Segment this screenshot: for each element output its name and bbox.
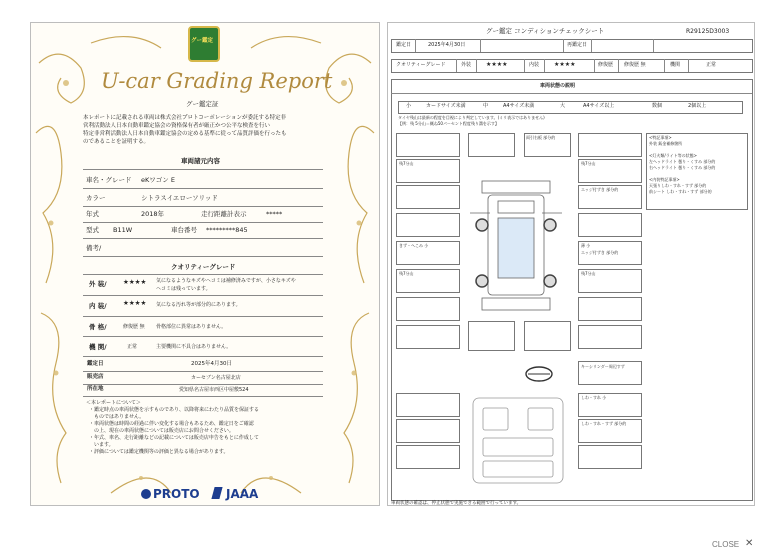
- int-stars: ★★★★: [554, 61, 576, 68]
- label-side-right-1: 薄 小: [581, 243, 591, 248]
- tire-note-1: タイヤ残山は最新の程度を目視により判定しています。(ミリ表示ではありません): [398, 115, 545, 120]
- sheet-footer: 車両状態の確認は、停止状態で実施できる範囲で行っています。: [391, 501, 522, 506]
- year-label: 年式: [86, 210, 99, 218]
- section-quality-title: クオリティーグレード: [171, 263, 236, 271]
- report-subtitle: グー鑑定証: [186, 100, 219, 108]
- dealer-label: 販売店: [87, 374, 104, 380]
- date-value: 2025年4月30日: [191, 361, 232, 367]
- grade-engine-label: 機 関/: [89, 343, 107, 351]
- size-many: 数個: [652, 103, 663, 109]
- close-icon: ✕: [745, 538, 754, 549]
- note-label: 備考/: [86, 244, 102, 252]
- note-line-3: ・車両状態は時間の経過に伴い変化する場合もあるため、鑑定日をご確認: [89, 421, 254, 427]
- label-rl-tire: 残7分山: [399, 271, 414, 276]
- label-seat-1: しわ・すれ 小: [581, 395, 607, 400]
- grade-ext-text2: ヘコミは残っています。: [156, 286, 211, 292]
- close-label: CLOSE: [712, 540, 740, 549]
- color-value: シトラスイエローソリッド: [141, 194, 218, 202]
- repair-value: 修復歴 無: [624, 62, 646, 68]
- repair-label: 修復歴: [598, 62, 614, 68]
- grade-int-text1: 気になる汚れ等が部分的にあります。: [156, 302, 241, 308]
- chassis-value: *********845: [206, 226, 248, 234]
- dealer-value: カーセブン名古屋北店: [191, 375, 241, 381]
- year-value: 2018年: [141, 210, 165, 218]
- special-line-10: 前シート しわ・すれ・すず 部分的: [649, 189, 712, 194]
- special-line-9: 天張りしわ・すれ・すず 部分的: [649, 183, 707, 188]
- note-line-5: ・年式、車名、走行距離などの記載については販売店申告をもとに作成して: [89, 435, 259, 441]
- intro-line-1: 本レポートに記載される車両は株式会社プロトコーポレーションが委託する特定非: [83, 115, 287, 121]
- proto-logo-icon: [141, 489, 151, 499]
- label-edge-1: エッジ付ずき 部分的: [581, 187, 619, 192]
- size-large: 大: [560, 103, 566, 109]
- model-label: 型式: [86, 226, 99, 234]
- special-line-4: <灯火類/ライト等の状態>: [649, 153, 697, 158]
- grading-report-sheet: [30, 22, 380, 506]
- date-label: 鑑定日: [87, 361, 104, 367]
- grade-engine-text1: 主要機関に不具合はありません。: [156, 344, 232, 350]
- car-interior-diagram: [468, 393, 568, 488]
- label-side-right-2: エッジ付ずき 部分的: [581, 250, 619, 255]
- proto-logo: PROTO: [153, 487, 200, 501]
- size-mid-desc: A4サイズ未満: [503, 103, 535, 109]
- label-front-right: 両引右板 部分的: [526, 135, 556, 140]
- grade-int-label: 内 装/: [89, 302, 107, 310]
- ext-stars: ★★★★: [486, 61, 508, 68]
- grade-ext-label: 外 装/: [89, 280, 107, 288]
- report-title: U-car Grading Report: [101, 69, 333, 93]
- sheet-code: R29125D3003: [686, 28, 730, 35]
- intro-line-3: 特定非営利活動法人日本自動車鑑定協会の定める基準に従って品質評価を行ったも: [83, 131, 287, 137]
- engine-value: 正常: [706, 62, 717, 68]
- badge-text: グー鑑定: [191, 38, 214, 44]
- tire-note-2: 【例：残 5分山＝概ね50パーセント程度残り溝を示す】: [398, 121, 499, 126]
- special-line-6: 右ヘッドライト 曇り・くすみ 部分的: [649, 165, 716, 170]
- grade-engine-value: 正常: [127, 344, 138, 350]
- label-seat-2: しわ・すれ・すず 部分的: [581, 421, 627, 426]
- label-fl-tire: 残7分山: [399, 161, 414, 166]
- note-line-1: ・鑑定時点の車両状態を示すものであり、以降将来にわたり品質を保証する: [89, 407, 260, 413]
- sheet-reinspect-label: 再鑑定日: [567, 42, 588, 48]
- condition-check-sheet: [387, 22, 755, 506]
- label-fr-tire: 残7分山: [581, 161, 596, 166]
- jaaa-logo: JAAA: [226, 487, 259, 501]
- engine-label: 機関: [670, 62, 681, 68]
- special-line-5: 左ヘッドライト 曇り・くすみ 部分的: [649, 159, 716, 164]
- name-value: eKワゴン E: [141, 176, 175, 184]
- name-label: 車名・グレード: [86, 176, 132, 184]
- label-key: キーシリンダー周辺すず: [581, 364, 625, 369]
- note-line-7: ・評価については鑑定機関等の評価と異なる場合があります。: [89, 449, 229, 455]
- note-line-2: ものではありません。: [89, 414, 145, 420]
- address-value: 愛知県名古屋市西区中屋敷524: [179, 387, 249, 393]
- note-line-4: の上、現在の車両状態については販売店にお問合せください。: [89, 428, 234, 434]
- sheet-title: グー鑑定 コンディションチェックシート: [486, 27, 605, 35]
- note-line-6: います。: [89, 442, 114, 448]
- special-line-1: <特記事項>: [649, 135, 672, 140]
- color-label: カラー: [86, 194, 106, 202]
- size-mid: 中: [483, 103, 489, 109]
- sheet-date-value: 2025年4月30日: [428, 42, 466, 48]
- car-exterior-diagram: [460, 173, 575, 313]
- grade-ext-text1: 気になるようなキズやヘコミは補修済みですが、小さなキズや: [156, 278, 296, 284]
- grade-frame-value: 修復歴 無: [123, 324, 145, 330]
- goo-kantei-badge: [188, 26, 220, 62]
- grade-frame-text1: 骨格部位に異常はありません。: [156, 324, 227, 330]
- label-side-left: きず・へこみ 小: [399, 243, 429, 248]
- grade-int-stars: ★★★★: [123, 299, 147, 307]
- steering-wheel-icon: [524, 365, 554, 383]
- special-line-8: <内装特記事項>: [649, 177, 680, 182]
- special-line-2: 外装 鈑金補修箇所: [649, 141, 683, 146]
- size-many-desc: 2個以上: [688, 103, 707, 109]
- mileage-label: 走行距離計表示: [201, 210, 247, 218]
- size-small: 小: [406, 103, 412, 109]
- section-vehicle-title: 車両諸元内容: [181, 157, 220, 165]
- chassis-label: 車台番号: [171, 226, 197, 234]
- ext-label: 外装: [461, 62, 472, 68]
- address-label: 所在地: [87, 386, 104, 392]
- mileage-value: *****: [266, 210, 283, 218]
- label-rr-tire: 残7分山: [581, 271, 596, 276]
- model-value: B11W: [113, 226, 133, 234]
- jaaa-logo-icon: [211, 487, 222, 499]
- intro-line-4: のであることを証明する。: [83, 139, 150, 145]
- qg-label: クオリティーグレード: [396, 62, 446, 68]
- size-small-desc: カードサイズ未満: [426, 103, 466, 109]
- intro-line-2: 営利活動法人日本自動車鑑定協会の資格保有者が厳正かつ公平な検査を行い: [83, 123, 271, 129]
- grade-frame-label: 骨 格/: [89, 323, 107, 331]
- sheet-date-label: 鑑定日: [396, 42, 412, 48]
- notes-title: ＜本レポートについて＞: [86, 400, 141, 406]
- size-large-desc: A4サイズ以上: [583, 103, 615, 109]
- int-label: 内装: [529, 62, 540, 68]
- condition-title: 車両状態の説明: [540, 83, 576, 89]
- grade-ext-stars: ★★★★: [123, 278, 147, 286]
